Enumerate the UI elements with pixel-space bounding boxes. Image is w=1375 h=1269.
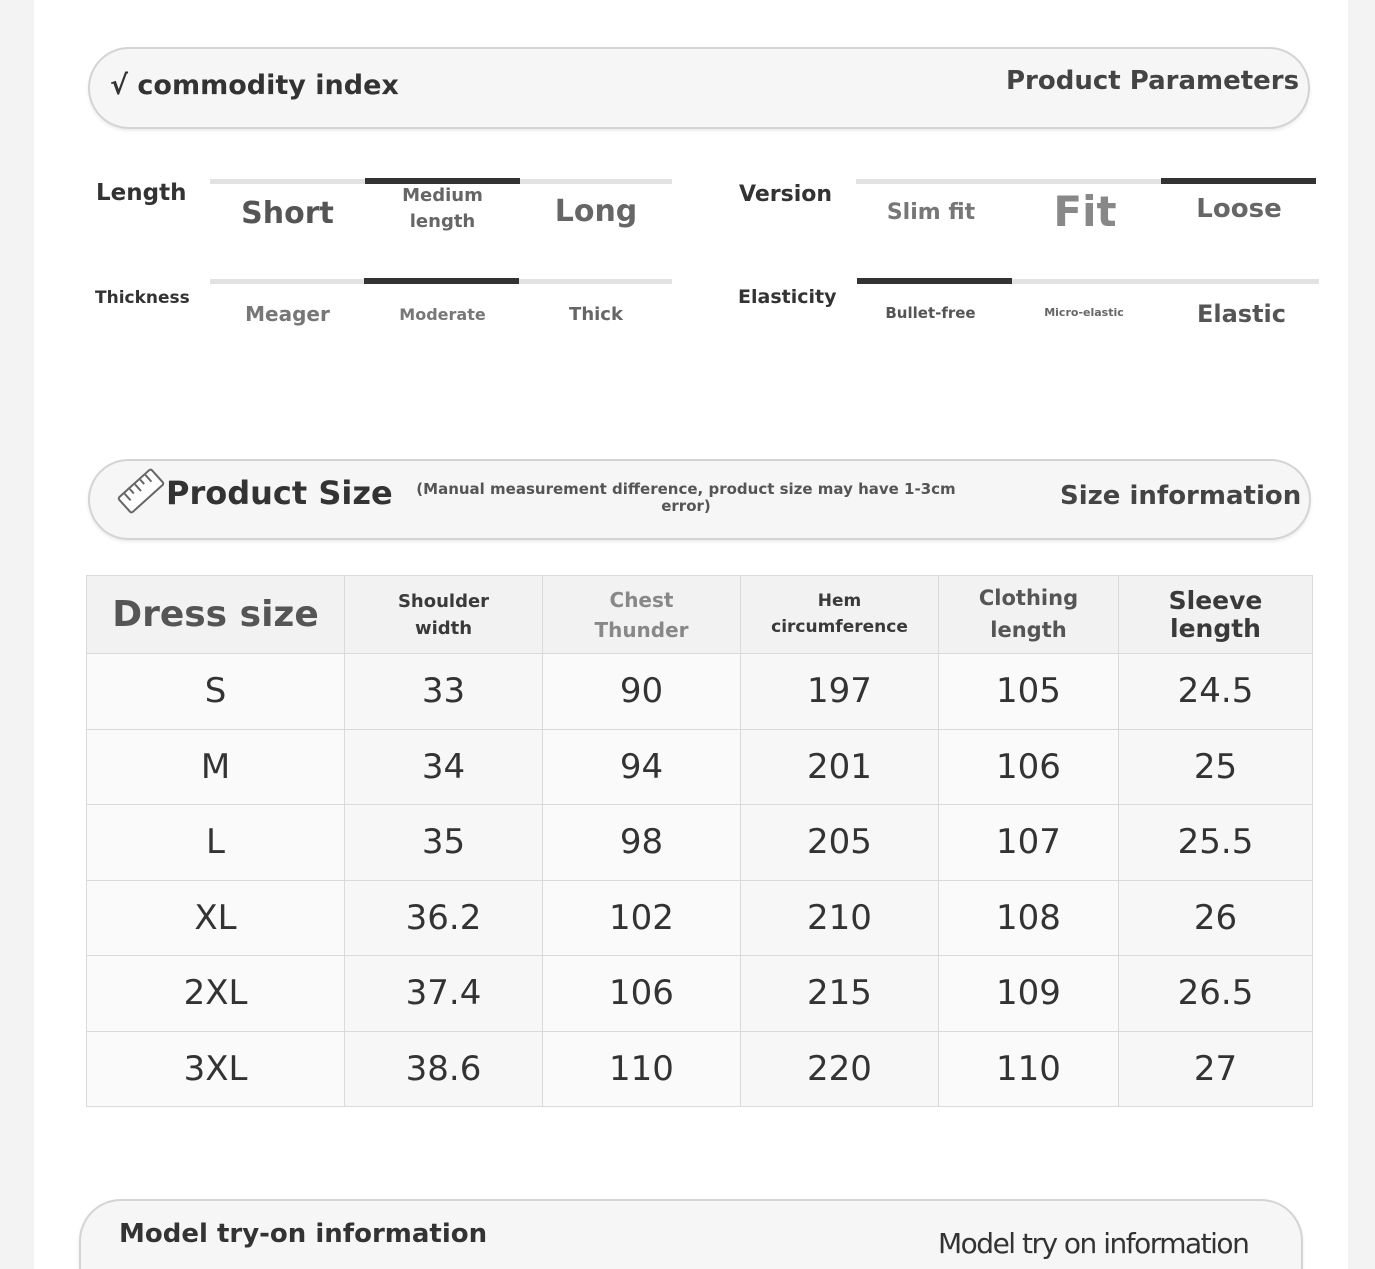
version-selected-marker	[1161, 178, 1316, 184]
version-option-loose: Loose	[1196, 194, 1282, 224]
model-tryon-title: Model try-on information	[119, 1219, 488, 1249]
elasticity-option-bullet-free: Bullet-free	[885, 304, 976, 322]
cell-chest: 110	[543, 1031, 741, 1107]
cell-size: XL	[87, 880, 345, 956]
header-hem-circumference: Hem circumference	[741, 576, 939, 654]
cell-chest: 90	[543, 654, 741, 730]
measurement-note: (Manual measurement difference, product size may have 1-3cm error)	[416, 480, 956, 516]
cell-shoulder: 37.4	[345, 956, 543, 1032]
thickness-option-meager: Meager	[245, 302, 330, 326]
version-option-slim-fit: Slim fit	[886, 200, 976, 225]
size-information-label: Size information	[1060, 481, 1302, 511]
thickness-option-moderate: Moderate	[399, 305, 486, 324]
header-clothing-length: Clothing length	[939, 576, 1119, 654]
elasticity-selected-marker	[857, 278, 1012, 284]
version-label: Version	[739, 182, 833, 207]
cell-length: 107	[939, 805, 1119, 881]
cell-shoulder: 38.6	[345, 1031, 543, 1107]
thickness-track	[210, 279, 672, 284]
table-row	[87, 956, 1313, 1032]
cell-sleeve: 26	[1119, 880, 1313, 956]
version-option-fit: Fit	[1053, 187, 1117, 236]
length-option-long: Long	[554, 194, 638, 229]
cell-hem: 220	[741, 1031, 939, 1107]
model-tryon-subtitle: Model try on information	[938, 1227, 1249, 1260]
cell-sleeve: 25	[1119, 729, 1313, 805]
cell-size: S	[87, 654, 345, 730]
table-row	[87, 654, 1313, 730]
header-sleeve-length: Sleeve length	[1119, 576, 1313, 654]
cell-hem: 210	[741, 880, 939, 956]
cell-length: 109	[939, 956, 1119, 1032]
cell-shoulder: 36.2	[345, 880, 543, 956]
cell-hem: 205	[741, 805, 939, 881]
size-table	[86, 575, 1313, 1107]
length-option-medium: Medium length	[402, 185, 483, 233]
table-row	[87, 1031, 1313, 1107]
cell-hem: 215	[741, 956, 939, 1032]
cell-size: 2XL	[87, 956, 345, 1032]
thickness-label: Thickness	[95, 288, 190, 308]
header-dress-size: Dress size	[87, 576, 345, 654]
cell-shoulder: 35	[345, 805, 543, 881]
cell-sleeve: 27	[1119, 1031, 1313, 1107]
elasticity-option-micro-elastic: Micro-elastic	[1044, 306, 1124, 319]
commodity-index-title: √ commodity index	[110, 70, 399, 101]
cell-chest: 106	[543, 956, 741, 1032]
cell-length: 106	[939, 729, 1119, 805]
cell-size: 3XL	[87, 1031, 345, 1107]
length-label: Length	[96, 180, 187, 206]
elasticity-option-elastic: Elastic	[1196, 300, 1287, 328]
product-size-title: Product Size	[166, 474, 393, 512]
cell-shoulder: 34	[345, 729, 543, 805]
thickness-selected-marker	[364, 278, 519, 284]
cell-length: 108	[939, 880, 1119, 956]
header-chest: Chest Thunder	[543, 576, 741, 654]
cell-size: L	[87, 805, 345, 881]
cell-length: 110	[939, 1031, 1119, 1107]
cell-chest: 102	[543, 880, 741, 956]
cell-chest: 98	[543, 805, 741, 881]
cell-chest: 94	[543, 729, 741, 805]
header-shoulder-width: Shoulder width	[345, 576, 543, 654]
cell-length: 105	[939, 654, 1119, 730]
cell-sleeve: 25.5	[1119, 805, 1313, 881]
cell-size: M	[87, 729, 345, 805]
cell-sleeve: 26.5	[1119, 956, 1313, 1032]
elasticity-label: Elasticity	[738, 286, 837, 308]
cell-shoulder: 33	[345, 654, 543, 730]
length-option-short: Short	[241, 196, 334, 231]
table-row	[87, 880, 1313, 956]
cell-hem: 197	[741, 654, 939, 730]
product-parameters-label: Product Parameters	[1006, 66, 1300, 96]
table-row	[87, 805, 1313, 881]
elasticity-track	[857, 279, 1319, 284]
cell-sleeve: 24.5	[1119, 654, 1313, 730]
cell-hem: 201	[741, 729, 939, 805]
table-header-row	[87, 576, 1313, 654]
table-row	[87, 729, 1313, 805]
thickness-option-thick: Thick	[569, 304, 623, 325]
